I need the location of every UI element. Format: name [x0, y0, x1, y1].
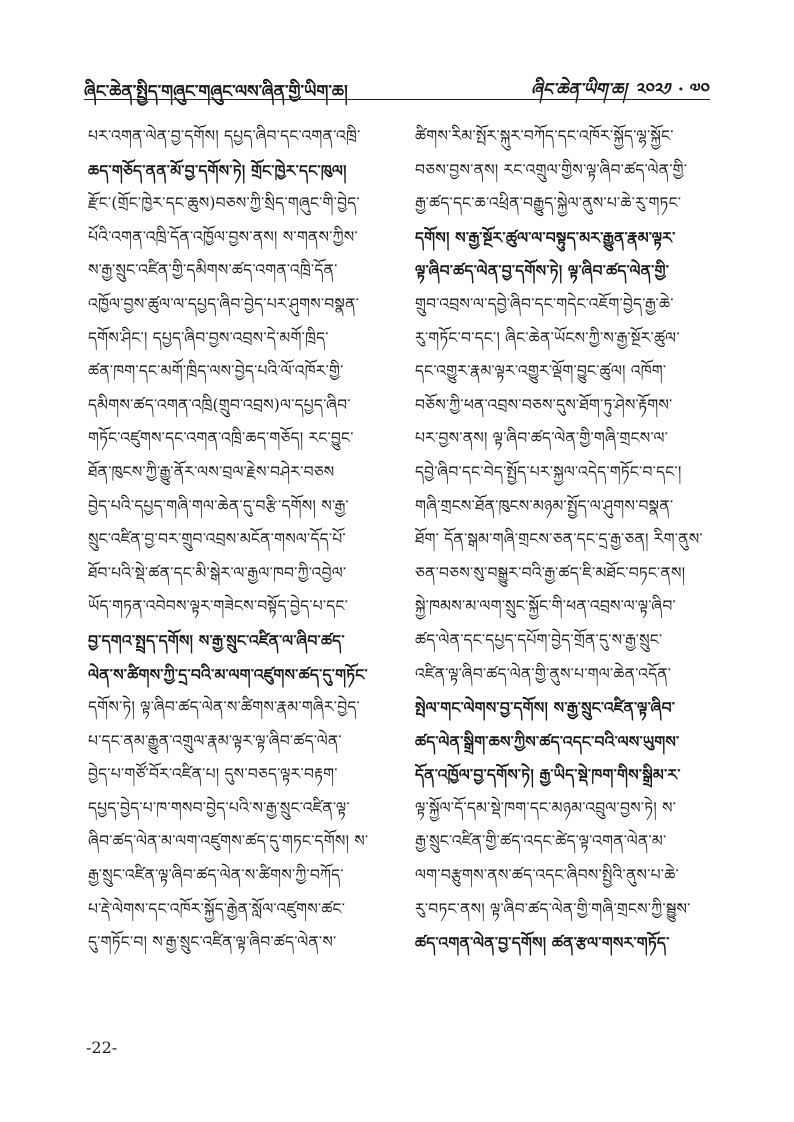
text-line: བཅས་བྱས་ནས། རང་འགྲུལ་གྱིས་ལྟ་ཞིབ་ཚད་ལེན་གྱི་: [415, 160, 688, 179]
text-line: ཚད་ལེན་དང་དཔྱད་དཔོག་བྱེད་གྲོན་དུ་ས་རྒྱ་སྲུང་: [415, 630, 663, 649]
text-line: སྤེལ་གང་ལེགས་བྱ་དགོས། ས་རྒྱ་སྲུང་འཛིན་ལྟ་ཞིབ་: [415, 698, 676, 718]
right-column: [415, 120, 714, 1020]
text-line: ཚིགས་རིམ་སྤོར་སྐུར་བཀོད་དང་འཁོར་སྐྱོད་ལྷ་སྐྱོང་: [415, 127, 674, 145]
text-line: རུ་བཏང་ནས། ལྟ་ཞིབ་ཚད་ལེན་གྱི་གཞི་གྲངས་ཀྱི་སྦྱུས་: [415, 899, 691, 918]
text-line: དོན་འཁྱོལ་བྱ་དགོས་ཏེ། རྒྱ་ཡིད་སྡེ་ཁག་གིས་སྒྲིམ་ར་: [415, 765, 681, 785]
text-line: སྲུང་འཛིན་བྱ་བར་གྲུབ་འབྲས་མངོན་གསལ་དོད་པོ་: [88, 530, 346, 549]
text-line: འཁྱོལ་བྱས་ཚུལ་ལ་དཔྱད་ཞིབ་བྱེད་པར་ཤུགས་བསྣན་: [88, 294, 360, 313]
text-line: རུ་གཏོང་བ་དང་། ཞིང་ཆེན་ཡོངས་ཀྱི་ས་རྒྱ་སྔོར་ཚུལ་: [415, 328, 680, 347]
text-line: ཞིབ་ཚད་ལེན་མ་ལག་འཛུགས་ཚད་དུ་གཏང་དགོས། ས་: [88, 832, 369, 851]
text-line: ལག་བརྩུགས་ནས་ཚད་འདང་ཞིབས་སྤྱིའི་ནུས་པ་ཆེ་: [415, 866, 679, 885]
text-line: དང་འགྱུར་རྣམ་ལྟར་འགྱུར་ལྡོག་བྱུང་ཚུལ། འཁོག་: [415, 362, 667, 381]
text-line: ཐོག་ དོན་སྒམ་གཞི་གྲངས་ཅན་དང་དྲ་རྒྱ་ཅན། རིག་ནུས་: [415, 530, 703, 549]
text-line: ལྟ་སྐྱོལ་དོ་དམ་སྡེ་ཁག་དང་མཉམ་འབྲུལ་བྱས་ཏེ། ས་: [415, 798, 677, 817]
text-line: གྲུབ་འབྲས་ལ་དབྱེ་ཞིབ་དང་གདེང་འཇོག་བྱེད་རྒྱ་ཆེ་: [415, 294, 674, 313]
issue-number: ༢༠༢༡ · ༧༠: [636, 80, 710, 100]
text-line: ལེན་ས་ཚིགས་ཀྱི་དྲ་བའི་མ་ལག་འཛུགས་ཚད་དུ་གཏོང་: [88, 664, 368, 684]
text-line: ཅན་བཅས་སུ་བསྒྱུར་བའི་རྒྱ་ཚད་ཇི་མཐོང་བཏང་ནས།: [415, 563, 686, 582]
body-columns: [88, 120, 714, 1020]
text-line: ཆད་གཅོད་ནན་མོ་བྱ་དགོས་ཏེ། གྲོང་ཁྱེར་དང་ཁུལ།: [88, 160, 347, 180]
text-line: པ་དང་ནམ་རྒྱུན་འགྲུལ་རྣམ་ལྟར་ལྟ་ཞིབ་ཚད་ལེན་: [88, 731, 342, 750]
running-header: [0, 0, 794, 110]
text-line: ས་རྒྱ་སྲུང་འཛིན་གྱི་དམིགས་ཚད་འགན་འཁྲི་དོན་: [88, 261, 338, 280]
text-line: དབྱེ་ཞིབ་དང་བེད་སྤྱོད་པར་སྐྱལ་འདེད་གཏོང་བ་དང་།: [415, 462, 682, 481]
text-line: དཔྱད་བྱེད་པ་ཁ་གསབ་བྱེད་པའི་ས་རྒྱ་སྲུང་འཛིན་ལྟ་: [88, 798, 350, 817]
page-number: -22-: [86, 1038, 118, 1057]
left-column: [88, 120, 387, 1020]
text-line: སྐྱེ་ཁམས་མ་ལག་སྲུང་སྐྱོང་གི་ཕན་འབྲས་ལ་ལྟ་ཞིབ་: [415, 597, 676, 616]
text-line: བྱེད་པ་གཙོ་བོར་འཛིན་པ། དུས་བཅད་ལྟར་བརྟག་: [88, 765, 338, 784]
text-line: རྒྱ་ཚད་དང་ཆ་འཕྲིན་བརྒྱུད་སྐྱེལ་ནུས་པ་ཆེ་རུ་གཏང་: [415, 194, 682, 213]
text-line: རྒྱ་སྲུང་འཛིན་གྱི་ཚད་འདང་ཚེད་ལྟ་འགན་ལེན་མ་: [415, 832, 667, 851]
text-line: པོའི་འགན་འཁྲི་དོན་འཁྱོལ་བྱས་ནས། ས་གནས་ཀྱིས་: [88, 227, 358, 246]
text-line: བྱེད་པའི་དཔྱད་གཞི་གལ་ཆེན་དུ་བརྩི་དགོས། ས་རྒྱ་: [88, 496, 349, 515]
text-line: ཚད་ལེན་སྒྲིག་ཆས་ཀྱིས་ཚད་འདང་བའི་ལས་ཡུགས་: [415, 731, 680, 751]
text-line: དམིགས་ཚད་འགན་འཁྲི(གྲུབ་འབྲས)ལ་དཔྱད་ཞིབ་: [88, 395, 351, 414]
text-line: པ་རྡེ་ལེགས་དང་འཁོར་སྐྱོད་རྒྱེན་སློལ་འཛུགས་ཚང་: [88, 899, 346, 918]
header-divider: [84, 99, 710, 100]
journal-name: ཞིང་ཆེན་ཡིག་ཆ།: [530, 80, 627, 100]
text-line: དགོས། ས་རྒྱ་སྔོར་ཚུལ་ལ་བསྟུད་མར་རྒྱུན་རྣམ་ལྟར་: [415, 227, 676, 247]
text-line: གཏོང་འཛུགས་དང་འགན་འཁྲི་ཆད་གཅོད། རང་བྱུང་: [88, 429, 354, 448]
text-line: རྫོང་(གྲོང་ཁྱེར་དང་ཆུས)བཅས་ཀྱི་སྲིད་གཞུང་གི་བྱེད་: [88, 194, 360, 213]
text-line: པར་འགན་ལེན་བྱ་དགོས། དཔྱད་ཞིབ་དང་འགན་འཁྲི་: [88, 127, 361, 145]
text-line: ཚད་འགན་ལེན་བྱ་དགོས། ཚན་རྩལ་གསར་གཏོད་: [415, 933, 670, 953]
text-line: བྱ་དགའ་སྤྲད་དགོས། ས་རྒྱ་སྲུང་འཛིན་ལ་ཞིབ་ཚད་: [88, 630, 345, 650]
text-line: དགོས་ཤིང་། དཔྱད་ཞིབ་བྱས་འབྲས་དེ་མགོ་ཁྲིད་: [88, 328, 329, 347]
running-header-title: ཞིང་ཆེན་སྤྱིད་གཞུང་གཞུང་ལས་ཞིན་གྱི་ཡིག་ཆ།: [84, 82, 348, 102]
text-line: པར་བྱས་ནས། ལྟ་ཞིབ་ཚད་ལེན་གྱི་གཞི་གྲངས་ལ་: [415, 429, 669, 448]
running-header-journal: [531, 70, 710, 118]
text-line: དགོས་ཏེ། ལྟ་ཞིབ་ཚད་ལེན་ས་ཚིགས་རྣམ་གཞིར་བྱེད་: [88, 698, 360, 717]
text-line: ལྟ་ཞིབ་ཚད་ལེན་བྱ་དགོས་ཏེ། ལྟ་ཞིབ་ཚད་ལེན་གྱི་: [415, 261, 670, 281]
text-line: རྒྱ་སྲུང་འཛིན་ལྟ་ཞིབ་ཚད་ལེན་ས་ཚིགས་ཀྱི་བཀོད་: [88, 866, 344, 885]
text-line: ཐོན་ཁུངས་ཀྱི་རྒྱུ་ནོར་ལས་བྲལ་རྗེས་བཤེར་བཅས: [88, 462, 335, 481]
text-line: འཛིན་ལྟ་ཞིབ་ཚད་ལེན་གྱི་ནུས་པ་གལ་ཆེན་འདོན་: [415, 664, 672, 683]
text-line: ཚན་ཁག་དང་མགོ་ཁྲིད་ལས་བྱེད་པའི་ལོ་འཁོར་གྱི་: [88, 362, 344, 381]
text-line: གཞི་གྲངས་ཐོན་ཁུངས་མཉམ་སྤྱོད་ལ་ཤུགས་བསྣན་: [415, 496, 674, 515]
text-line: བཅོས་ཀྱི་ཕན་འབྲས་བཅས་དུས་ཐོག་ཏུ་ཤེས་རྟོགས་: [415, 395, 673, 414]
text-line: ཡོད་གཏན་འབེབས་ལྟར་གཟེངས་བསྟོད་བྱེད་པ་དང་: [88, 597, 349, 616]
text-line: དུ་གཏོང་བ། ས་རྒྱ་སྲུང་འཛིན་ལྟ་ཞིབ་ཚད་ལེན་ས་: [88, 933, 337, 952]
text-line: ཐོབ་པའི་སྡེ་ཚན་དང་མི་སྒེར་ལ་རྒྱལ་ཁབ་ཀྱི་འབྱེལ་: [88, 563, 347, 582]
